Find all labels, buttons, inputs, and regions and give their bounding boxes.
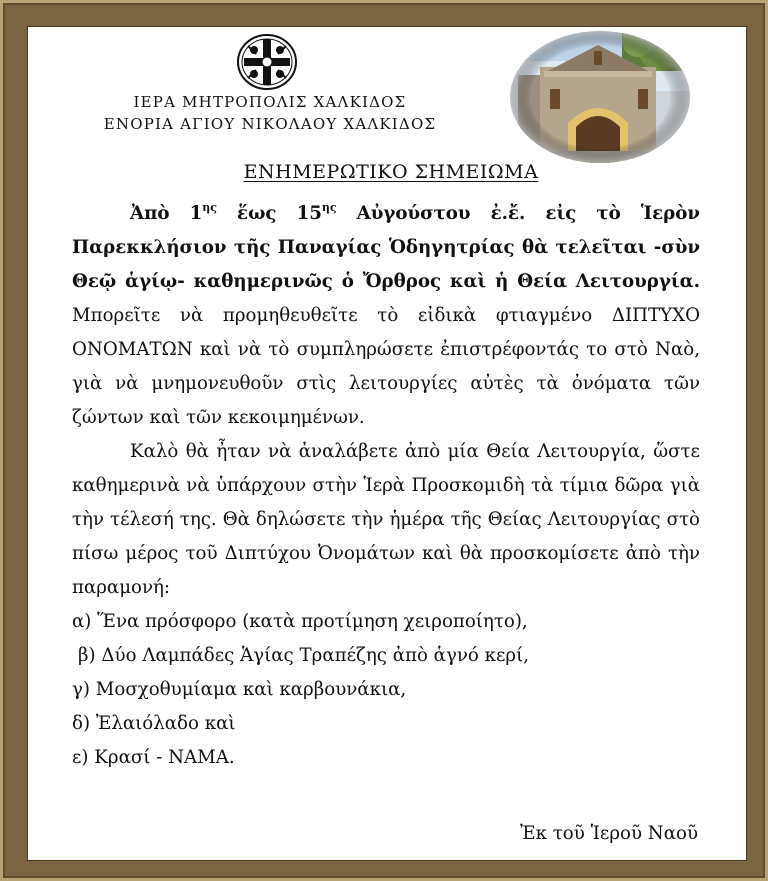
list-item: γ) Μοσχοθυμίαμα καὶ καρβουνάκια, <box>72 679 407 700</box>
schedule-lead-part: Αὐγούστου ἐ.ἔ. εἰς τὸ Ἱερὸν Παρεκκλήσιον τῆς Παναγίας Ὁδηγητρίας θὰ τελεῖται -σὺν Θεῷ ἁγίῳ- καθημερινῶς ὁ Ὄρθρος καὶ ἡ Θεία Λειτουργία. <box>72 203 700 292</box>
metropolis-emblem-icon <box>236 33 298 91</box>
schedule-lead-part: ἕως 15 <box>216 203 322 224</box>
list-item: α) Ἕνα πρόσφορο (κατὰ προτίμηση χειροποίητο), <box>72 611 528 632</box>
paragraph-offerings <box>72 435 700 605</box>
header-parish: ΕΝΟΡΙΑ ΑΓΙΟΥ ΝΙΚΟΛΑΟΥ ΧΑΛΚΙΔΟΣ <box>103 115 437 133</box>
signature: Ἐκ τοῦ Ἱεροῦ Ναοῦ <box>520 823 698 844</box>
offerings-text: Καλὸ θὰ ἦταν νὰ ἀναλάβετε ἀπὸ μία Θεία Λειτουργία, ὥστε καθημερινὰ νὰ ὑπάρχουν στὴν Ἱερὰ Προσκομιδὴ τὰ τίμια δῶρα γιὰ τὴν τέλεσή της. Θὰ δηλώσετε τὴν ἡμέρα τῆς Θείας Λειτουργίας στὸ πίσω μέρος τοῦ Διπτύχου Ὀνομάτων καὶ θὰ προσκομίσετε ἀπὸ τὴν παραμονή: <box>72 441 700 598</box>
schedule-details-text: Μπορεῖτε νὰ προμηθευθεῖτε τὸ εἰδικὰ φτιαγμένο ΔΙΠΤΥΧΟ ΟΝΟΜΑΤΩΝ καὶ νὰ τὸ συμπληρώσετε ἐπιστρέφοντάς το στὸ Ναὸ, γιὰ νὰ μνημονευθοῦν στὶς λειτουργίες αὐτὲς τὰ ὀνόματα τῶν ζώντων καὶ τῶν κεκοιμημένων. <box>72 305 700 428</box>
list-item: ε) Κρασί - ΝΑΜΑ. <box>72 747 235 768</box>
document-title: ΕΝΗΜΕΡΩΤΙΚΟ ΣΗΜΕΙΩΜΑ <box>243 161 539 183</box>
list-item: δ) Ἐλαιόλαδο καὶ <box>72 713 236 734</box>
document-page <box>28 27 746 860</box>
schedule-lead-text <box>72 203 700 292</box>
document-body <box>72 197 700 775</box>
offerings-list <box>72 605 700 775</box>
list-item: β) Δύο Λαμπάδες Ἁγίας Τραπέζης ἀπὸ ἁγνό κερί, <box>78 645 530 666</box>
ordinal-superscript: ης <box>321 201 337 214</box>
paragraph-schedule <box>72 197 700 435</box>
schedule-lead-part: Ἀπὸ 1 <box>130 203 203 224</box>
ordinal-superscript: ης <box>202 201 217 214</box>
header-metropolis: ΙΕΡΑ ΜΗΤΡΟΠΟΛΙΣ ΧΑΛΚΙΔΟΣ <box>133 93 407 111</box>
church-photo <box>510 31 690 163</box>
